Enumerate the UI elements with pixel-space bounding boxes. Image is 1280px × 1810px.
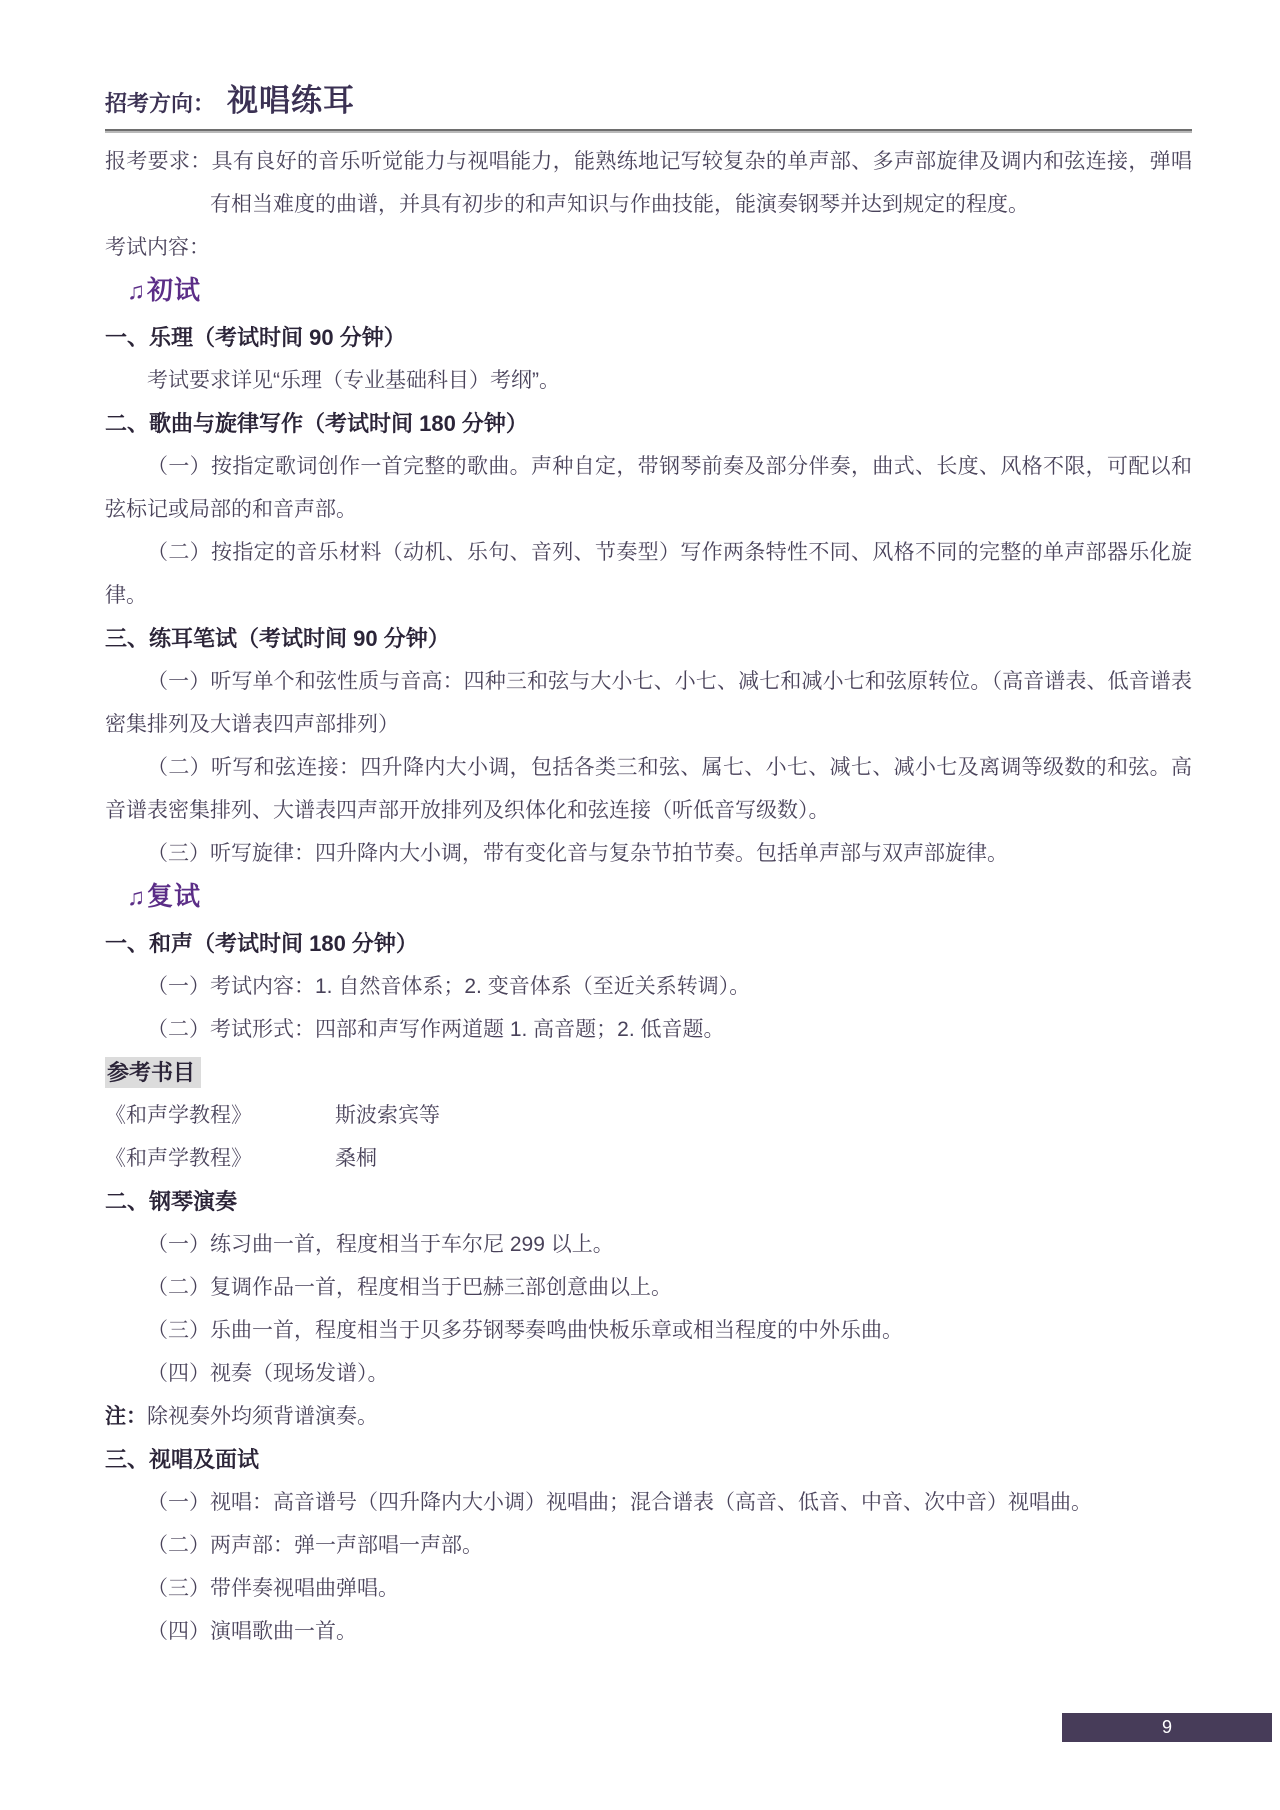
paragraph: （三）乐曲一首，程度相当于贝多芬钢琴奏鸣曲快板乐章或相当程度的中外乐曲。 bbox=[147, 1319, 903, 1342]
paragraph: 考试要求详见“乐理（专业基础科目）考纲”。 bbox=[147, 369, 560, 392]
header-rule bbox=[105, 129, 1192, 133]
paragraph: （四）视奏（现场发谱）。 bbox=[147, 1362, 389, 1385]
requirements-text: 具有良好的音乐听觉能力与视唱能力，能熟练地记写较复杂的单声部、多声部旋律及调内和弦连接，弹唱有相当难度的曲谱，并具有初步的和声知识与作曲技能，能演奏钢琴并达到规定的程度。 bbox=[210, 150, 1193, 216]
paragraph: （二）两声部：弹一声部唱一声部。 bbox=[147, 1534, 483, 1557]
paragraph: （二）考试形式：四部和声写作两道题 1. 高音题；2. 低音题。 bbox=[147, 1018, 725, 1041]
requirements-paragraph bbox=[105, 140, 1192, 226]
paragraph: （三）带伴奏视唱曲弹唱。 bbox=[147, 1577, 399, 1600]
page-title: 视唱练耳 bbox=[227, 83, 356, 118]
paragraph: （二）按指定的音乐材料（动机、乐句、音列、节奏型）写作两条特性不同、风格不同的完整的单声部器乐化旋律。 bbox=[105, 541, 1192, 607]
requirements-label: 报考要求： bbox=[105, 150, 212, 173]
section-heading-piano: 二、钢琴演奏 bbox=[105, 1189, 238, 1214]
doc-header bbox=[105, 82, 1192, 123]
paragraph: （一）视唱：高音谱号（四升降内大小调）视唱曲；混合谱表（高音、低音、中音、次中音）视唱曲。 bbox=[147, 1491, 1092, 1514]
note-paragraph bbox=[105, 1395, 1192, 1438]
book-title: 《和声学教程》 bbox=[105, 1104, 252, 1127]
references-heading bbox=[105, 1051, 1192, 1094]
section-heading-harmony: 一、和声（考试时间 180 分钟） bbox=[105, 931, 418, 956]
book-row bbox=[105, 1094, 1192, 1137]
section-heading-songwriting: 二、歌曲与旋律写作（考试时间 180 分钟） bbox=[105, 411, 528, 436]
paragraph: （二）复调作品一首，程度相当于巴赫三部创意曲以上。 bbox=[147, 1276, 672, 1299]
page-number: 9 bbox=[1161, 1717, 1172, 1737]
section-heading-theory: 一、乐理（考试时间 90 分钟） bbox=[105, 325, 406, 350]
paragraph: （一）听写单个和弦性质与音高：四种三和弦与大小七、小七、减七和减小七和弦原转位。（高音谱表、低音谱表密集排列及大谱表四声部排列） bbox=[105, 670, 1192, 736]
exam-content-label: 考试内容： bbox=[105, 236, 210, 259]
page-number-bar bbox=[1062, 1713, 1272, 1742]
round2-title-row bbox=[105, 875, 1192, 922]
paragraph: （一）练习曲一首，程度相当于车尔尼 299 以上。 bbox=[147, 1233, 614, 1256]
paragraph: （一）考试内容：1. 自然音体系；2. 变音体系（至近关系转调）。 bbox=[147, 975, 751, 998]
direction-label: 招考方向： bbox=[105, 91, 216, 116]
note-label: 注： bbox=[105, 1405, 147, 1428]
round1-title: 初试 bbox=[147, 275, 202, 305]
music-note-icon: ♫ bbox=[127, 884, 145, 911]
music-note-icon: ♫ bbox=[127, 278, 145, 305]
section-heading-eartraining: 三、练耳笔试（考试时间 90 分钟） bbox=[105, 626, 450, 651]
paragraph: （三）听写旋律：四升降内大小调，带有变化音与复杂节拍节奏。包括单声部与双声部旋律。 bbox=[147, 842, 1008, 865]
section-heading-sightsinging: 三、视唱及面试 bbox=[105, 1447, 260, 1472]
round2-title: 复试 bbox=[147, 881, 202, 911]
note-text: 除视奏外均须背谱演奏。 bbox=[147, 1405, 378, 1428]
paragraph: （四）演唱歌曲一首。 bbox=[147, 1620, 357, 1643]
book-author: 斯波索宾等 bbox=[335, 1104, 440, 1127]
book-author: 桑桐 bbox=[335, 1147, 377, 1170]
book-title: 《和声学教程》 bbox=[105, 1147, 252, 1170]
book-row bbox=[105, 1137, 1192, 1180]
references-heading-text: 参考书目 bbox=[105, 1057, 201, 1088]
paragraph: （二）听写和弦连接：四升降内大小调，包括各类三和弦、属七、小七、减七、减小七及离调等级数的和弦。高音谱表密集排列、大谱表四声部开放排列及织体化和弦连接（听低音写级数）。 bbox=[105, 756, 1192, 822]
paragraph: （一）按指定歌词创作一首完整的歌曲。声种自定，带钢琴前奏及部分伴奏，曲式、长度、风格不限，可配以和弦标记或局部的和音声部。 bbox=[105, 455, 1192, 521]
round1-title-row bbox=[105, 269, 1192, 316]
